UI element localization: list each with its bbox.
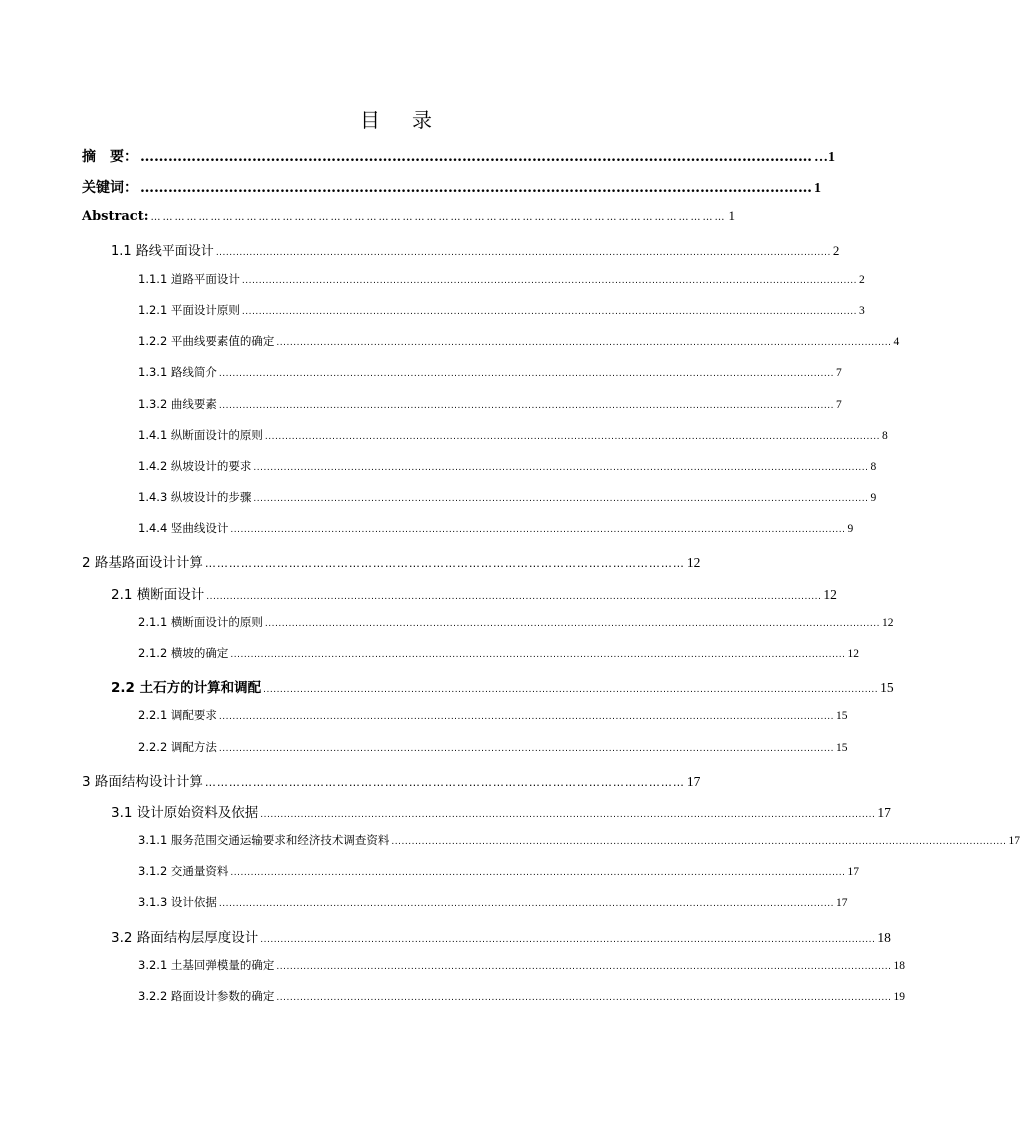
toc-entry-abstract-en[interactable] (82, 208, 735, 224)
toc-entry-label: 1.1 路线平面设计 (111, 244, 214, 259)
toc-page-number: 2 (832, 243, 840, 258)
toc-page-number: 1 (728, 208, 735, 223)
toc-page-number: 15 (835, 742, 848, 754)
toc-entry-label: 3.1.2 交通量资料 (138, 864, 229, 878)
toc-entry-1-2-1[interactable] (138, 302, 865, 318)
toc-page-number: 15 (880, 680, 894, 695)
toc-leader-dots: ....................................................................................................................................................................................... (230, 525, 846, 535)
toc-leader-dots: ....................................................................................................................................................................................... (206, 592, 822, 602)
toc-page-number: 9 (847, 523, 854, 535)
toc-entry-1-1[interactable] (111, 240, 840, 259)
toc-entry-label: 3.2.2 路面设计参数的确定 (138, 989, 275, 1003)
toc-entry-3-2-2[interactable] (138, 988, 905, 1004)
toc-entry-label: 2.1 横断面设计 (111, 587, 205, 603)
toc-page-number: 17 (686, 774, 701, 789)
toc-entry-1-4-3[interactable] (138, 489, 877, 505)
toc-page-number: 19 (893, 991, 905, 1003)
toc-page-number: 18 (877, 930, 891, 945)
toc-leader-dots: ....................................................................................................................................................................................... (215, 248, 831, 258)
toc-entry-label: 3.1 设计原始资料及依据 (111, 805, 259, 821)
toc-entry-label: 1.4.4 竖曲线设计 (138, 521, 229, 535)
toc-page-number: 4 (893, 336, 900, 348)
toc-page-number: 12 (847, 648, 859, 660)
toc-page-number: 17 (877, 805, 891, 820)
toc-entry-1-2-2[interactable] (138, 333, 900, 349)
toc-page-number: 12 (823, 587, 837, 602)
toc-leader-dots: ……………………………………………………………………………………………………………………………… (140, 149, 812, 165)
toc-title (0, 104, 794, 133)
toc-entry-chapter-2[interactable] (82, 551, 701, 571)
toc-entry-label: 关键词： (82, 180, 138, 196)
toc-leader-dots: ……………………………………………………………………………………………………………………………… (140, 180, 812, 196)
toc-leader-dots: ....................................................................................................................................................................................... (218, 712, 834, 722)
toc-page-number: 17 (847, 866, 859, 878)
toc-entry-1-1-1[interactable] (138, 271, 865, 287)
toc-leader-dots: ....................................................................................................................................................................................... (253, 494, 869, 504)
toc-entry-2-1-2[interactable] (138, 645, 859, 661)
toc-entry-3-2[interactable] (111, 926, 891, 946)
toc-entry-2-2[interactable] (111, 676, 894, 696)
toc-entry-label: 3.2.1 土基回弹模量的确定 (138, 958, 275, 972)
toc-leader-dots: ....................................................................................................................................................................................... (391, 837, 1007, 847)
toc-entry-label: 2.1.1 横断面设计的原则 (138, 615, 263, 629)
toc-entry-label: 1.4.1 纵断面设计的原则 (138, 428, 263, 442)
toc-entry-3-1-3[interactable] (138, 894, 848, 910)
toc-title-char-1: 目 (360, 108, 382, 132)
toc-page-number: 3 (858, 305, 865, 317)
toc-leader-dots: ....................................................................................................................................................................................... (263, 685, 879, 695)
toc-entry-label: 3 路面结构设计计算 (82, 774, 203, 790)
toc-page-number: 7 (835, 367, 842, 379)
toc-entry-label: 1.3.2 曲线要素 (138, 397, 217, 411)
toc-page-number: 12 (881, 617, 894, 629)
toc-leader-dots: ....................................................................................................................................................................................... (241, 307, 857, 317)
toc-entry-1-4-2[interactable] (138, 458, 877, 474)
toc-entry-1-3-1[interactable] (138, 364, 842, 380)
toc-entry-1-4-4[interactable] (138, 520, 854, 536)
toc-entry-chapter-3[interactable] (82, 770, 701, 790)
toc-page-number: 17 (1008, 835, 1020, 847)
toc-entry-label: 1.4.3 纵坡设计的步骤 (138, 490, 252, 504)
toc-entry-abstract-cn[interactable] (82, 146, 835, 166)
toc-title-char-2: 录 (412, 108, 434, 132)
toc-entry-label: 1.2.2 平曲线要素值的确定 (138, 334, 275, 348)
toc-entry-2-2-2[interactable] (138, 739, 848, 755)
toc-entry-3-1[interactable] (111, 801, 891, 821)
toc-leader-dots: ………………………………………………………………………………………………………… (204, 776, 685, 789)
toc-leader-dots: ....................................................................................................................................................................................... (276, 338, 892, 348)
toc-page-number: 8 (881, 430, 888, 442)
toc-entry-label: 3.1.3 设计依据 (138, 895, 217, 909)
toc-entry-1-4-1[interactable] (138, 427, 888, 443)
toc-leader-dots: ....................................................................................................................................................................................... (230, 868, 846, 878)
toc-page-number: …1 (814, 150, 835, 165)
toc-entry-label: 2.2 土石方的计算和调配 (111, 680, 262, 696)
toc-entry-label: 2 路基路面设计计算 (82, 555, 203, 571)
toc-entry-3-2-1[interactable] (138, 957, 905, 973)
toc-entry-keywords[interactable] (82, 177, 821, 197)
toc-leader-dots: ....................................................................................................................................................................................... (260, 810, 876, 820)
toc-entry-label: 摘 要： (82, 149, 138, 165)
toc-entry-2-2-1[interactable] (138, 707, 848, 723)
toc-leader-dots: ....................................................................................................................................................................................... (253, 463, 869, 473)
toc-leader-dots: ....................................................................................................................................................................................... (264, 619, 880, 629)
toc-entry-2-1[interactable] (111, 583, 837, 603)
toc-leader-dots: ....................................................................................................................................................................................... (276, 993, 892, 1003)
toc-leader-dots: ....................................................................................................................................................................................... (260, 935, 876, 945)
toc-leader-dots: ....................................................................................................................................................................................... (218, 899, 834, 909)
toc-leader-dots: ....................................................................................................................................................................................... (230, 650, 846, 660)
toc-leader-dots: ....................................................................................................................................................................................... (264, 432, 880, 442)
toc-entry-2-1-1[interactable] (138, 614, 894, 630)
toc-entry-label: 2.1.2 横坡的确定 (138, 646, 229, 660)
toc-leader-dots: ....................................................................................................................................................................................... (218, 369, 834, 379)
toc-leader-dots: ....................................................................................................................................................................................... (218, 401, 834, 411)
toc-page-number: 9 (870, 492, 877, 504)
toc-leader-dots: ....................................................................................................................................................................................... (276, 962, 892, 972)
toc-entry-label: 3.1.1 服务范围交通运输要求和经济技术调查资料 (138, 833, 390, 847)
toc-entry-label: Abstract: (82, 209, 149, 224)
toc-entry-label: 1.3.1 路线简介 (138, 365, 217, 379)
toc-page-number: 12 (686, 555, 701, 570)
toc-page-number: 8 (870, 461, 877, 473)
toc-page-number: 18 (893, 960, 905, 972)
toc-entry-label: 1.1.1 道路平面设计 (138, 272, 240, 286)
toc-page-number: 15 (835, 710, 848, 722)
toc-page-number: 2 (858, 274, 865, 286)
toc-leader-dots: ....................................................................................................................................................................................... (241, 276, 857, 286)
toc-leader-dots: ....................................................................................................................................................................................... (218, 744, 834, 754)
toc-entry-label: 1.4.2 纵坡设计的要求 (138, 459, 252, 473)
toc-entry-3-1-2[interactable] (138, 863, 859, 879)
toc-entry-label: 2.2.1 调配要求 (138, 708, 217, 722)
toc-page-number: 7 (835, 399, 842, 411)
toc-entry-label: 3.2 路面结构层厚度设计 (111, 930, 259, 946)
toc-entry-1-3-2[interactable] (138, 396, 842, 412)
toc-entry-label: 1.2.1 平面设计原则 (138, 303, 240, 317)
toc-entry-label: 2.2.2 调配方法 (138, 740, 217, 754)
toc-page-number: 1 (814, 181, 821, 196)
toc-page-number: 17 (835, 897, 848, 909)
toc-leader-dots: ………………………………………………………………………………………………………… (204, 557, 685, 570)
toc-entry-3-1-1[interactable] (138, 832, 1020, 848)
toc-leader-dots: ……………………………………………………………………………………………………………………………… (150, 212, 727, 223)
